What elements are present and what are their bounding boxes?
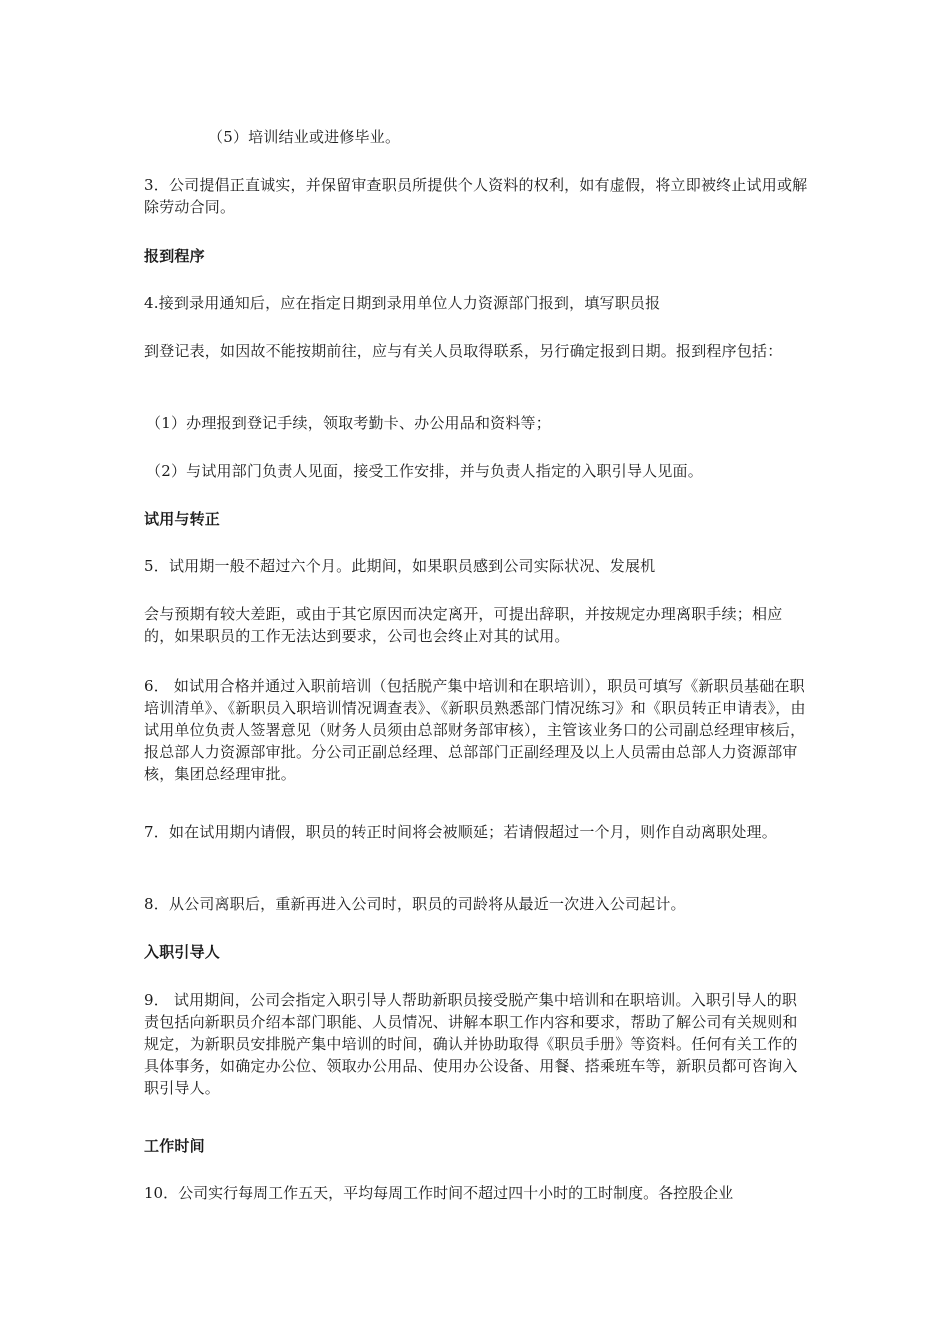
heading-registration-procedure: 报到程序 bbox=[144, 247, 205, 265]
paragraph-3-honesty: 3．公司提倡正直诚实，并保留审查职员所提供个人资料的权利，如有虚假，将立即被终止试用或解除劳动合同。 bbox=[144, 176, 808, 216]
heading-onboarding-guide: 入职引导人 bbox=[144, 943, 221, 961]
heading-probation-confirmation: 试用与转正 bbox=[144, 510, 221, 528]
paragraph-4-line-2: 到登记表，如因故不能按期前往，应与有关人员取得联系，另行确定报到日期。报到程序包括： bbox=[144, 342, 783, 360]
paragraph-10-working-hours: 10．公司实行每周工作五天，平均每周工作时间不超过四十小时的工时制度。各控股企业 bbox=[144, 1184, 734, 1202]
paragraph-5-line-1: 5．试用期一般不超过六个月。此期间，如果职员感到公司实际状况、发展机 bbox=[144, 557, 656, 575]
paragraph-7-leave: 7．如在试用期内请假，职员的转正时间将会被顺延；若请假超过一个月，则作自动离职处理。 bbox=[144, 823, 777, 841]
list-item-training-completion: （5）培训结业或进修毕业。 bbox=[208, 128, 401, 146]
paragraph-4-line-1: 4.接到录用通知后，应在指定日期到录用单位人力资源部门报到，填写职员报 bbox=[144, 294, 661, 312]
list-item-registration-2: （2）与试用部门负责人见面，接受工作安排，并与负责人指定的入职引导人见面。 bbox=[146, 462, 703, 480]
paragraph-6-confirmation-process: 6． 如试用合格并通过入职前培训（包括脱产集中培训和在职培训），职员可填写《新职员基础在职培训清单》、《新职员入职培训情况调查表》、《新职员熟悉部门情况练习》和《职员转正申请表》，由试用单位负责人签署意见（财务人员须由总部财务部审核），主管该业务口的公司副总经理审核后，报总部人力资源部审批。分公司正副总经理、总部部门正副经理及以上人员需由总部人力资源部审核，集团总经理审批。 bbox=[144, 677, 806, 783]
list-item-registration-1: （1）办理报到登记手续，领取考勤卡、办公用品和资料等； bbox=[146, 414, 551, 432]
paragraph-8-rehire: 8．从公司离职后，重新再进入公司时，职员的司龄将从最近一次进入公司起计。 bbox=[144, 895, 686, 913]
heading-working-hours: 工作时间 bbox=[144, 1137, 205, 1155]
paragraph-9-onboarding-guide: 9． 试用期间，公司会指定入职引导人帮助新职员接受脱产集中培训和在职培训。入职引导人的职责包括向新职员介绍本部门职能、人员情况、讲解本职工作内容和要求，帮助了解公司有关规则和规定，为新职员安排脱产集中培训的时间，确认并协助取得《职员手册》等资料。任何有关工作的具体事务，如确定办公位、领取办公用品、使用办公设备、用餐、搭乘班车等，新职员都可咨询入职引导人。 bbox=[144, 991, 798, 1097]
paragraph-5-line-2: 会与预期有较大差距，或由于其它原因而决定离开，可提出辞职，并按规定办理离职手续；相应的，如果职员的工作无法达到要求，公司也会终止对其的试用。 bbox=[144, 605, 783, 645]
